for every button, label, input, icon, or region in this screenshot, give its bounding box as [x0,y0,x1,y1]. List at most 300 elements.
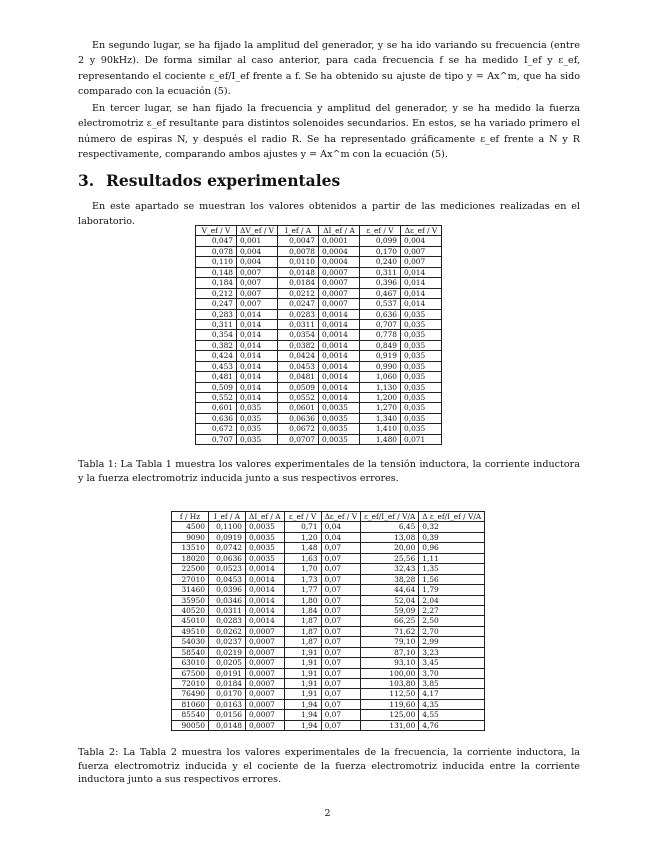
table-cell: 0,0001 [319,236,360,246]
table-cell: 0,014 [401,267,442,277]
table-row [196,403,442,413]
table-cell: 0,0014 [319,372,360,382]
table-cell: 0,0707 [278,434,319,444]
column-header: I_ef / A [209,512,246,522]
table-row [196,361,442,371]
table-cell: 85540 [172,710,209,720]
table-cell: 13,08 [361,532,419,542]
table-cell: 2,27 [419,605,485,615]
table-cell: 1,77 [284,585,321,595]
section-title: Resultados experimentales [106,171,341,190]
table-cell: 3,85 [419,679,485,689]
table-cell: 52,04 [361,595,419,605]
table-cell: 45010 [172,616,209,626]
table-cell: 0,035 [401,340,442,350]
section-heading [78,171,340,190]
table-cell: 0,0424 [278,351,319,361]
table-row [196,372,442,382]
table-cell: 125,00 [361,710,419,720]
table-cell: 0,07 [321,720,361,730]
table-cell: 0,0035 [246,522,285,532]
table-cell: 0,04 [321,522,361,532]
table-cell: 0,014 [401,288,442,298]
table-row [196,319,442,329]
table-cell: 1,270 [360,403,401,413]
table-cell: 0,0014 [246,595,285,605]
table-cell: 0,0110 [278,257,319,267]
table-cell: 93,10 [361,658,419,668]
table-cell: 0,0382 [278,340,319,350]
table-cell: 1,11 [419,553,485,563]
table-cell: 0,0035 [319,424,360,434]
table-cell: 0,035 [401,403,442,413]
table-cell: 0,0035 [246,543,285,553]
table-cell: 1,480 [360,434,401,444]
table-cell: 0,035 [237,413,278,423]
table-row [172,626,485,636]
table-cell: 0,0014 [319,309,360,319]
table-cell: 0,0007 [246,637,285,647]
table-cell: 0,0014 [246,585,285,595]
table-row [172,668,485,678]
table-2-header [172,512,485,522]
table-row [196,351,442,361]
table-cell: 0,007 [237,267,278,277]
table-row [172,637,485,647]
table-cell: 0,0035 [319,413,360,423]
table-row [172,522,485,532]
paragraph-frequency-sweep: En segundo lugar, se ha fijado la amplitud del generador, y se ha ido variando su frecuencia (entre 2 y 90kHz). De forma similar al caso anterior, para cada frecuencia f se ha medido I_ef y ε_ef, representando el cociente ε_ef/I_ef frente a f. Se ha obtenido su ajuste de tipo y = Ax^m, que ha sido comparado con la ecuación (5). [78,40,580,98]
table-cell: 38,28 [361,574,419,584]
table-cell: 0,170 [360,246,401,256]
table-1-caption: Tabla 1: La Tabla 1 muestra los valores experimentales de la tensión inductora, la corriente inductora y la fuerza electromotriz inducida junto a sus respectivos errores. [78,459,580,484]
table-cell: 0,047 [196,236,237,246]
table-cell: 0,0219 [209,647,246,657]
table-cell: 0,0453 [209,574,246,584]
table-cell: 31460 [172,585,209,595]
table-cell: 0,007 [401,246,442,256]
table-cell: 49510 [172,626,209,636]
table-cell: 1,91 [284,668,321,678]
table-cell: 0,0283 [278,309,319,319]
table-cell: 0,07 [321,689,361,699]
table-row [196,434,442,444]
column-header: Δ ε_ef/I_ef / V/A [419,512,485,522]
table-cell: 2,70 [419,626,485,636]
table-cell: 0,311 [360,267,401,277]
table-row [172,616,485,626]
table-cell: 0,0007 [246,699,285,709]
table-cell: 0,212 [196,288,237,298]
table-cell: 0,07 [321,595,361,605]
table-cell: 0,0247 [278,299,319,309]
table-cell: 0,014 [401,299,442,309]
table-cell: 0,707 [360,319,401,329]
table-cell: 0,0396 [209,585,246,595]
table-cell: 0,07 [321,585,361,595]
table-row [172,679,485,689]
table-cell: 0,0184 [278,278,319,288]
table-cell: 0,0014 [319,361,360,371]
table-cell: 0,311 [196,319,237,329]
table-cell: 0,0007 [246,720,285,730]
table-cell: 131,00 [361,720,419,730]
table-cell: 0,07 [321,564,361,574]
table-cell: 0,1100 [209,522,246,532]
table-cell: 0,0035 [319,403,360,413]
table-cell: 1,48 [284,543,321,553]
table-cell: 76490 [172,689,209,699]
table-row [196,257,442,267]
table-cell: 0,0636 [278,413,319,423]
table-cell: 1,94 [284,710,321,720]
table-cell: 0,035 [401,413,442,423]
table-row [196,278,442,288]
table-cell: 0,0007 [246,668,285,678]
table-2 [171,511,485,731]
table-cell: 2,99 [419,637,485,647]
table-cell: 9090 [172,532,209,542]
table-cell: 4,17 [419,689,485,699]
table-cell: 2,04 [419,595,485,605]
table-cell: 0,0311 [209,605,246,615]
table-cell: 0,004 [401,236,442,246]
table-cell: 0,07 [321,710,361,720]
table-cell: 1,79 [419,585,485,595]
table-cell: 0,014 [237,319,278,329]
table-cell: 0,0601 [278,403,319,413]
table-cell: 0,014 [237,361,278,371]
table-cell: 0,07 [321,668,361,678]
table-cell: 0,07 [321,553,361,563]
table-row [172,564,485,574]
table-cell: 0,96 [419,543,485,553]
table-cell: 0,39 [419,532,485,542]
table-cell: 72010 [172,679,209,689]
table-cell: 44,64 [361,585,419,595]
table-cell: 0,396 [360,278,401,288]
table-cell: 0,071 [401,434,442,444]
table-cell: 0,007 [237,299,278,309]
table-cell: 0,0354 [278,330,319,340]
table-cell: 1,91 [284,647,321,657]
table-cell: 0,014 [237,340,278,350]
table-cell: 1,94 [284,720,321,730]
table-cell: 0,424 [196,351,237,361]
table-cell: 1,060 [360,372,401,382]
table-cell: 0,537 [360,299,401,309]
table-cell: 0,0014 [246,605,285,615]
table-cell: 0,0007 [246,710,285,720]
table-cell: 1,94 [284,699,321,709]
table-cell: 0,007 [401,257,442,267]
table-cell: 58540 [172,647,209,657]
table-row [172,658,485,668]
table-cell: 0,0742 [209,543,246,553]
table-row [172,585,485,595]
table-cell: 0,07 [321,543,361,553]
table-cell: 0,0346 [209,595,246,605]
table-cell: 0,354 [196,330,237,340]
table-cell: 0,0078 [278,246,319,256]
table-cell: 0,0014 [246,564,285,574]
table-1 [195,225,442,445]
table-cell: 3,23 [419,647,485,657]
table-cell: 0,0007 [246,658,285,668]
table-cell: 0,035 [401,330,442,340]
table-cell: 13510 [172,543,209,553]
table-cell: 0,0035 [246,532,285,542]
table-cell: 1,63 [284,553,321,563]
table-cell: 4,35 [419,699,485,709]
table-cell: 0,509 [196,382,237,392]
column-header: ε_ef / V [284,512,321,522]
table-cell: 0,0014 [319,330,360,340]
table-cell: 0,0014 [246,574,285,584]
table-cell: 20,00 [361,543,419,553]
table-cell: 0,0191 [209,668,246,678]
table-cell: 0,110 [196,257,237,267]
table-cell: 0,035 [401,393,442,403]
page-number: 2 [324,808,331,819]
table-cell: 0,552 [196,393,237,403]
table-cell: 0,035 [237,424,278,434]
table-cell: 1,56 [419,574,485,584]
table-cell: 1,80 [284,595,321,605]
table-cell: 0,0509 [278,382,319,392]
table-cell: 0,0035 [246,553,285,563]
table-cell: 4,76 [419,720,485,730]
table-cell: 0,007 [237,278,278,288]
table-row [172,720,485,730]
table-row [196,340,442,350]
table-cell: 1,20 [284,532,321,542]
table-cell: 0,672 [196,424,237,434]
column-header: ΔI_ef / A [319,226,360,236]
table-cell: 0,0004 [319,257,360,267]
table-cell: 0,014 [237,393,278,403]
column-header: f / Hz [172,512,209,522]
table-cell: 0,184 [196,278,237,288]
table-cell: 0,035 [401,319,442,329]
table-cell: 0,07 [321,647,361,657]
table-cell: 0,148 [196,267,237,277]
column-header: ε_ef / V [360,226,401,236]
table-cell: 0,0311 [278,319,319,329]
column-header: ε_ef/I_ef / V/A [361,512,419,522]
table-cell: 0,0262 [209,626,246,636]
table-1-header [196,226,442,236]
table-row [172,605,485,615]
table-cell: 0,0007 [319,288,360,298]
table-row [196,236,442,246]
table-cell: 54030 [172,637,209,647]
table-cell: 0,0014 [246,616,285,626]
table-cell: 0,0007 [319,267,360,277]
table-cell: 0,636 [196,413,237,423]
table-cell: 81060 [172,699,209,709]
table-cell: 0,0047 [278,236,319,246]
table-cell: 1,35 [419,564,485,574]
table-cell: 0,035 [401,372,442,382]
table-cell: 0,0007 [246,679,285,689]
table-cell: 1,73 [284,574,321,584]
table-cell: 0,0212 [278,288,319,298]
table-cell: 0,014 [237,330,278,340]
table-cell: 0,0007 [319,278,360,288]
table-cell: 0,07 [321,605,361,615]
table-row [196,246,442,256]
table-row [172,532,485,542]
table-cell: 0,014 [237,372,278,382]
table-cell: 0,0014 [319,319,360,329]
table-cell: 0,078 [196,246,237,256]
table-cell: 0,07 [321,574,361,584]
table-cell: 0,0205 [209,658,246,668]
table-cell: 0,0014 [319,340,360,350]
table-row [172,553,485,563]
table-cell: 0,0672 [278,424,319,434]
table-cell: 0,0237 [209,637,246,647]
table-cell: 0,0014 [319,393,360,403]
table-cell: 0,007 [237,288,278,298]
table-cell: 0,778 [360,330,401,340]
column-header: ΔV_ef / V [237,226,278,236]
table-cell: 6,45 [361,522,419,532]
table-cell: 0,453 [196,361,237,371]
table-cell: 25,56 [361,553,419,563]
table-cell: 63010 [172,658,209,668]
table-cell: 0,014 [237,351,278,361]
table-cell: 1,87 [284,637,321,647]
table-cell: 0,0156 [209,710,246,720]
table-row [172,595,485,605]
table-cell: 0,035 [401,351,442,361]
column-header: ΔI_ef / A [246,512,285,522]
table-cell: 0,099 [360,236,401,246]
table-cell: 35950 [172,595,209,605]
table-cell: 112,50 [361,689,419,699]
table-cell: 0,0007 [246,647,285,657]
table-cell: 0,849 [360,340,401,350]
table-row [196,288,442,298]
table-cell: 0,014 [401,278,442,288]
table-cell: 0,035 [237,403,278,413]
table-cell: 0,001 [237,236,278,246]
table-cell: 59,09 [361,605,419,615]
table-cell: 0,035 [237,434,278,444]
table-cell: 1,91 [284,658,321,668]
table-cell: 1,340 [360,413,401,423]
table-cell: 0,467 [360,288,401,298]
table-row [172,689,485,699]
table-cell: 1,91 [284,689,321,699]
column-header: Δε_ef / V [321,512,361,522]
table-cell: 0,0481 [278,372,319,382]
table-cell: 0,382 [196,340,237,350]
table-cell: 0,481 [196,372,237,382]
table-cell: 0,07 [321,658,361,668]
table-cell: 0,0919 [209,532,246,542]
table-cell: 0,240 [360,257,401,267]
table-cell: 0,0184 [209,679,246,689]
table-cell: 0,636 [360,309,401,319]
table-row [172,647,485,657]
table-cell: 1,130 [360,382,401,392]
table-row [172,699,485,709]
column-header: I_ef / A [278,226,319,236]
table-cell: 0,71 [284,522,321,532]
table-cell: 4500 [172,522,209,532]
table-cell: 90050 [172,720,209,730]
table-row [172,543,485,553]
table-row [196,393,442,403]
column-header: Δε_ef / V [401,226,442,236]
table-cell: 2,50 [419,616,485,626]
table-cell: 0,0636 [209,553,246,563]
table-cell: 0,07 [321,616,361,626]
table-cell: 0,0453 [278,361,319,371]
table-cell: 1,91 [284,679,321,689]
table-cell: 0,035 [401,361,442,371]
table-cell: 27010 [172,574,209,584]
table-cell: 0,07 [321,679,361,689]
table-cell: 0,035 [401,309,442,319]
table-cell: 40520 [172,605,209,615]
table-cell: 0,07 [321,626,361,636]
table-cell: 0,035 [401,424,442,434]
table-cell: 0,247 [196,299,237,309]
table-cell: 100,00 [361,668,419,678]
table-cell: 0,07 [321,637,361,647]
table-cell: 1,87 [284,616,321,626]
table-cell: 66,25 [361,616,419,626]
table-cell: 22500 [172,564,209,574]
table-cell: 3,45 [419,658,485,668]
table-cell: 0,919 [360,351,401,361]
paragraph-results-intro: En este apartado se muestran los valores obtenidos a partir de las mediciones realizadas en el laboratorio. [78,201,580,228]
table-row [196,424,442,434]
table-cell: 0,004 [237,246,278,256]
table-cell: 0,004 [237,257,278,267]
table-cell: 0,035 [401,382,442,392]
table-cell: 1,200 [360,393,401,403]
table-cell: 0,0163 [209,699,246,709]
table-cell: 67500 [172,668,209,678]
table-cell: 0,283 [196,309,237,319]
table-cell: 1,70 [284,564,321,574]
table-cell: 87,10 [361,647,419,657]
table-cell: 0,32 [419,522,485,532]
table-cell: 103,80 [361,679,419,689]
table-cell: 0,0552 [278,393,319,403]
table-cell: 1,87 [284,626,321,636]
table-cell: 1,84 [284,605,321,615]
table-cell: 0,0170 [209,689,246,699]
table-cell: 0,014 [237,382,278,392]
table-cell: 119,60 [361,699,419,709]
table-cell: 4,55 [419,710,485,720]
table-row [196,413,442,423]
table-cell: 0,014 [237,309,278,319]
table-cell: 0,0007 [246,626,285,636]
table-cell: 32,43 [361,564,419,574]
table-cell: 0,0283 [209,616,246,626]
table-row [196,299,442,309]
table-cell: 0,0523 [209,564,246,574]
table-cell: 0,0007 [246,689,285,699]
table-cell: 79,10 [361,637,419,647]
